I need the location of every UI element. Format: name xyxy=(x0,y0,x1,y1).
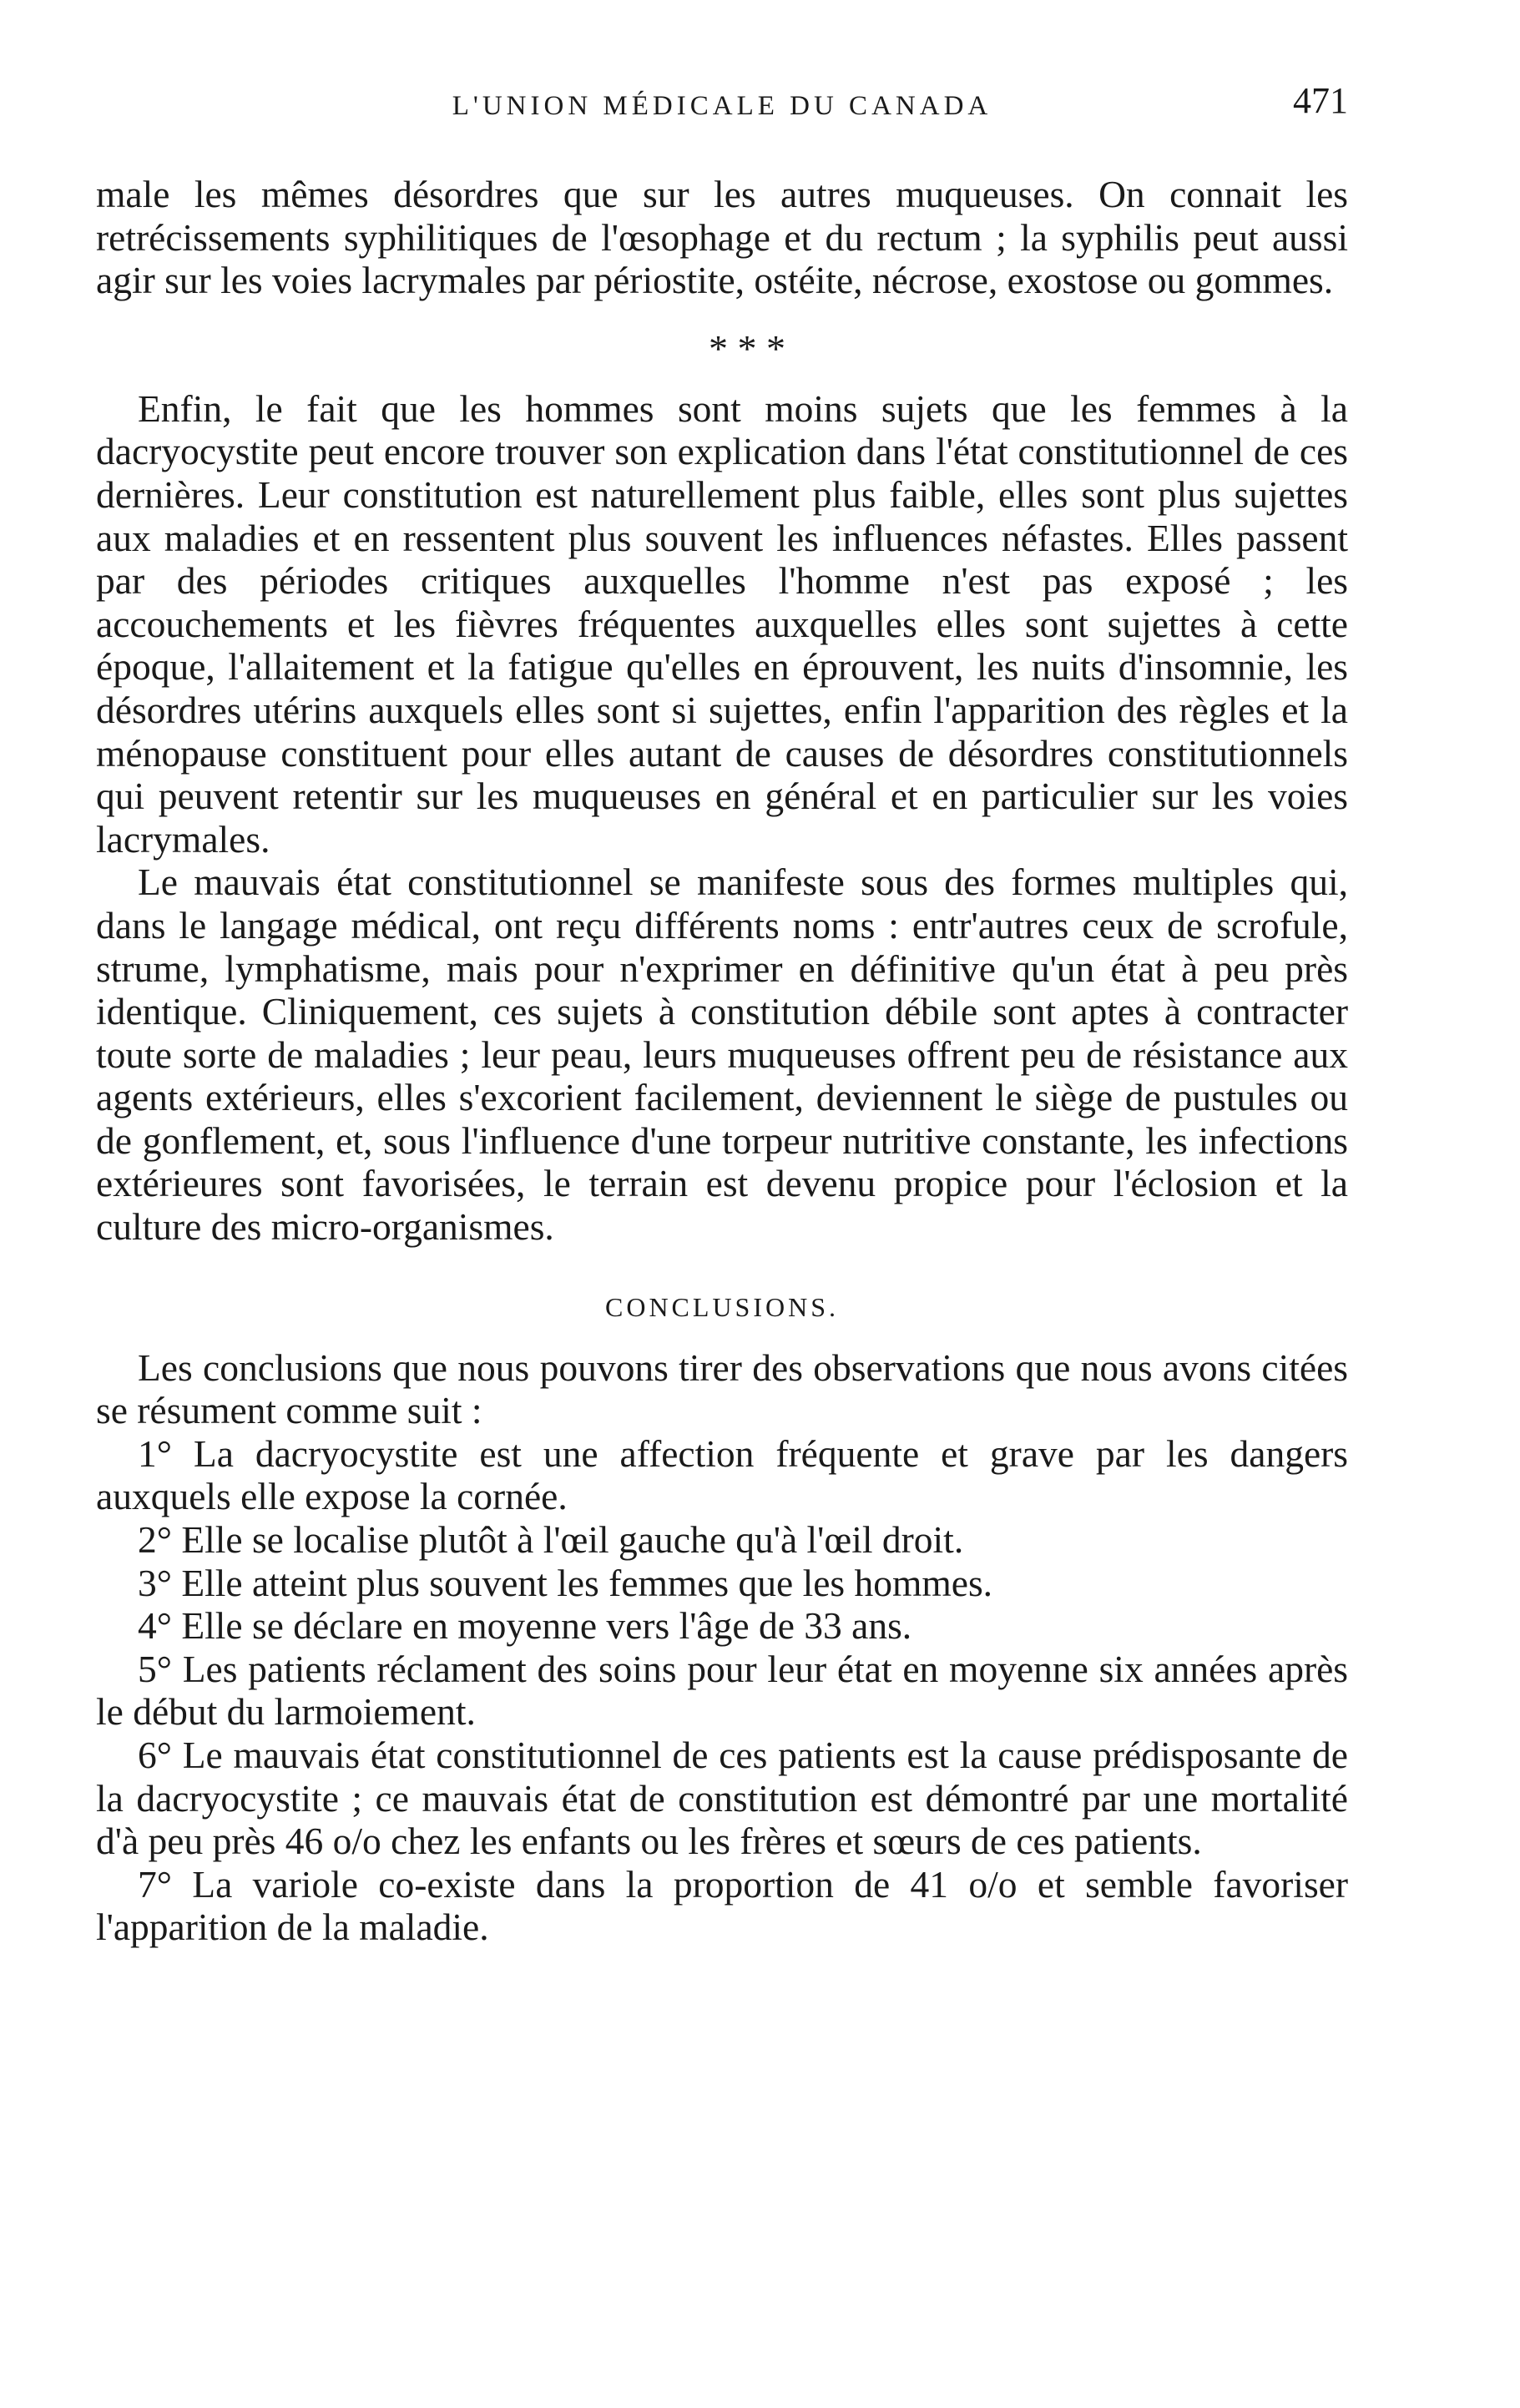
running-header xyxy=(96,79,1348,129)
conclusions-intro: Les conclusions que nous pouvons tirer des observations que nous avons citées se résument comme suit : xyxy=(96,1345,1348,1432)
conclusion-item: 7° La variole co-existe dans la proportion de 41 o/o et semble favoriser l'apparition de la maladie. xyxy=(96,1862,1348,1949)
paragraph-constitution: Enfin, le fait que les hommes sont moins sujets que les femmes à la dacryocystite peut encore trouver son explication dans l'état constitutionnel de ces dernières. Leur constitution est naturellement plus faible, elles sont plus sujettes aux maladies et en ressentent plus souvent les influences néfastes. Elles passent par des périodes critiques auxquelles l'homme n'est pas exposé ; les accouchements et les fièvres fréquentes auxquelles elles sont sujettes à cette époque, l'allaitement et la fatigue qu'elles en éprouvent, les nuits d'insomnie, les désordres utérins auxquels elles sont si sujettes, enfin l'apparition des règles et la ménopause constituent pour elles autant de causes de désordres constitutionnels qui peuvent retentir sur les muqueuses en général et en particulier sur les voies lacrymales. xyxy=(96,386,1348,861)
journal-title: L'UNION MÉDICALE DU CANADA xyxy=(452,91,992,121)
conclusion-item: 4° Elle se déclare en moyenne vers l'âge de 33 ans. xyxy=(138,1604,912,1648)
page-number: 471 xyxy=(1293,80,1348,121)
conclusion-item: 5° Les patients réclament des soins pour leur état en moyenne six années après le début du larmoiement. xyxy=(96,1647,1348,1734)
document-page xyxy=(96,79,1348,1949)
section-separator: * * * xyxy=(709,326,785,370)
conclusion-item: 6° Le mauvais état constitutionnel de ces patients est la cause prédisposante de la dacryocystite ; ce mauvais état de constitution est démontré par une mortalité d'à peu près 46 o/o chez les enfants ou les frères et sœurs de ces patients. xyxy=(96,1734,1348,1863)
paragraph-manifestation: Le mauvais état constitutionnel se manifeste sous des formes multiples qui, dans le langage médical, ont reçu différents noms : entr'autres ceux de scrofule, strume, lymphatisme, mais pour n'exprimer en définitive qu'un état à peu près identique. Cliniquement, ces sujets à constitution débile sont aptes à contracter toute sorte de maladies ; leur peau, leurs muqueuses offrent peu de résistance aux agents extérieurs, elles s'excorient facilement, deviennent le siège de pustules ou de gonflement, et, sous l'influence d'une torpeur nutritive constante, les infections extérieures sont favorisées, le terrain est devenu propice pour l'éclosion et la culture des micro-organismes. xyxy=(96,861,1348,1249)
conclusion-item: 2° Elle se localise plutôt à l'œil gauche qu'à l'œil droit. xyxy=(138,1518,964,1562)
conclusions-heading: CONCLUSIONS. xyxy=(604,1291,840,1322)
conclusion-item: 1° La dacryocystite est une affection fréquente et grave par les dangers auxquels elle expose la cornée. xyxy=(96,1431,1348,1518)
conclusion-item: 3° Elle atteint plus souvent les femmes que les hommes. xyxy=(138,1561,993,1604)
paragraph-continuation: male les mêmes désordres que sur les autres muqueuses. On connait les retrécissements syphilitiques de l'œsophage et du rectum ; la syphilis peut aussi agir sur les voies lacrymales par périostite, ostéite, nécrose, exostose ou gommes. xyxy=(96,173,1348,302)
